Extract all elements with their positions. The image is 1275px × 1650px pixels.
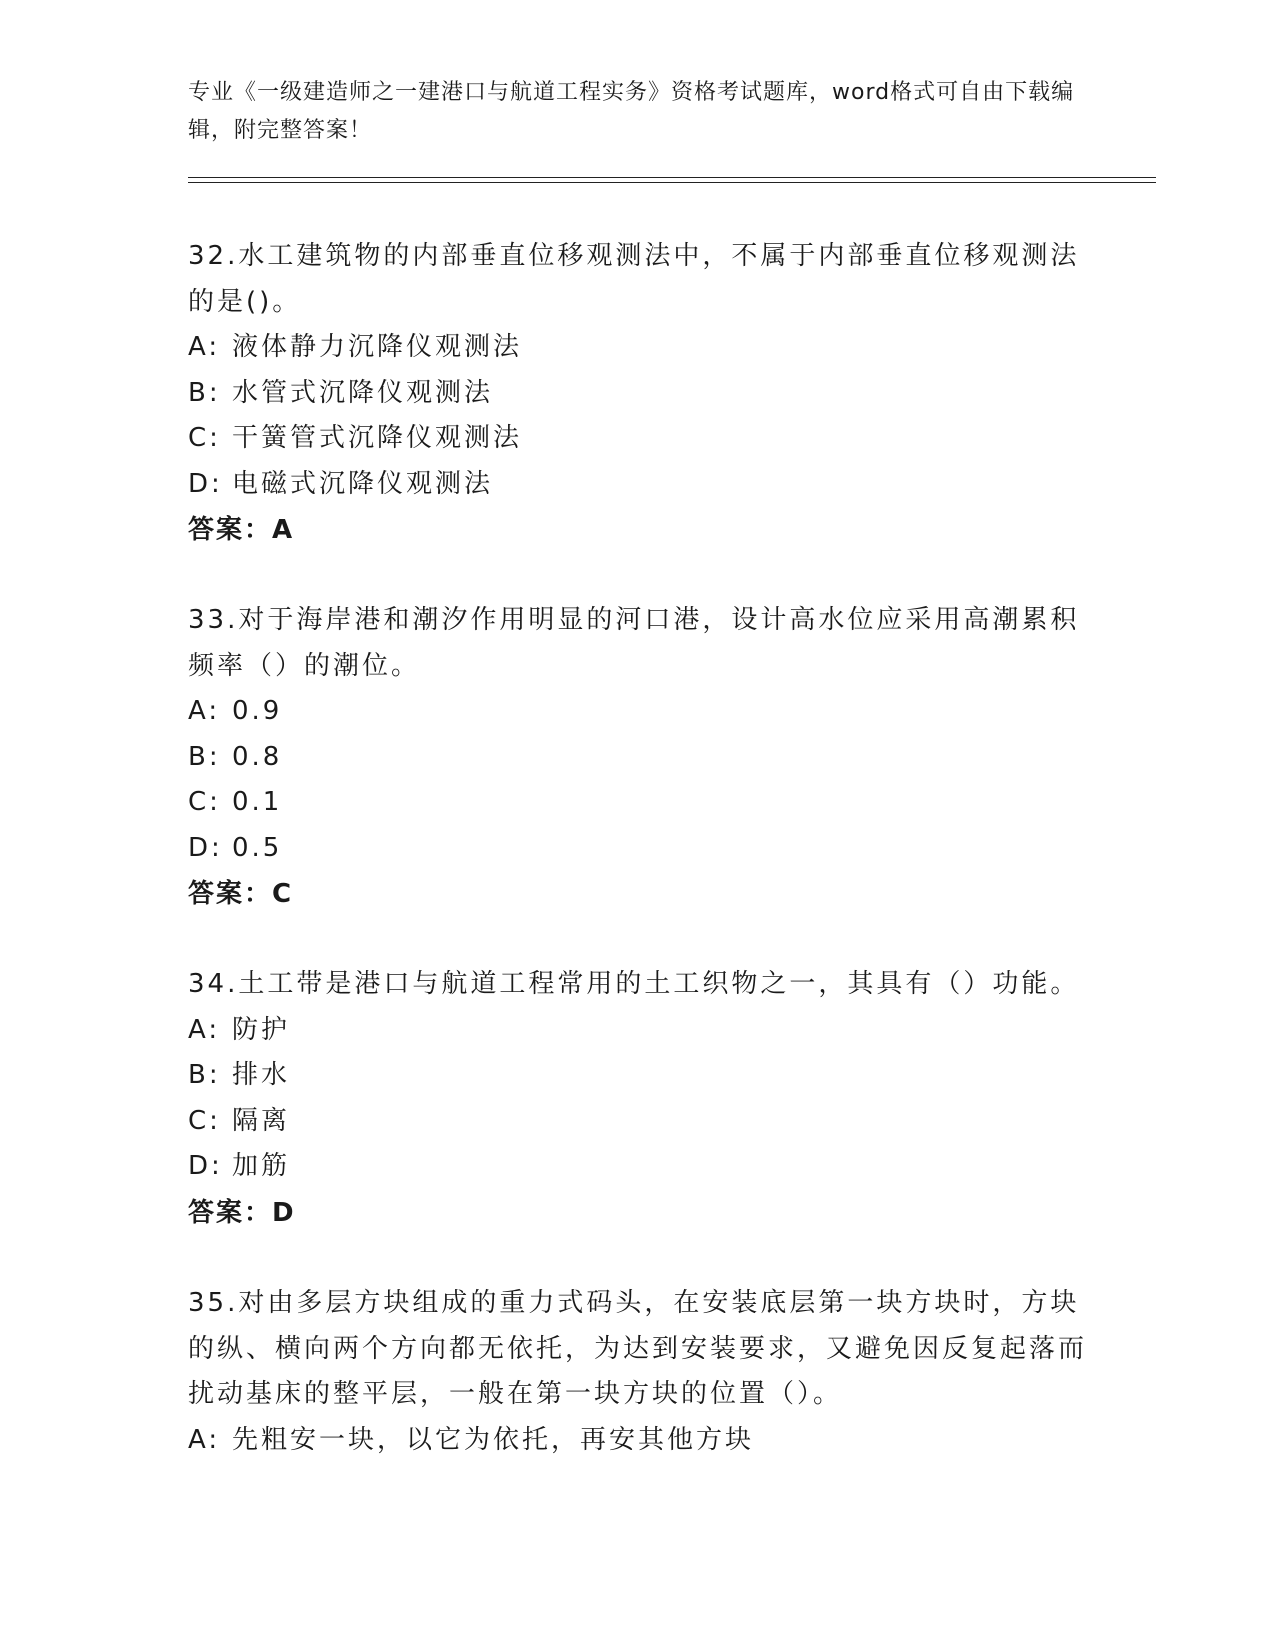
option-d [188, 826, 1088, 872]
option-text: 0.1 [232, 787, 283, 817]
answer-line: 答案：C [188, 879, 294, 909]
option-letter: B: [188, 741, 221, 772]
option-letter: D: [188, 1151, 223, 1181]
option-letter: D: [188, 832, 223, 863]
option-letter: C: [188, 787, 221, 817]
option-a [188, 1418, 1088, 1464]
option-b [188, 371, 1088, 417]
option-text: 防护 [232, 1014, 291, 1045]
header-divider-bottom [188, 182, 1156, 183]
question-stem: 35.对由多层方块组成的重力式码头，在安装底层第一块方块时，方块的纵、横向两个方向都无依托，为达到安装要求，又避免因反复起落而扰动基床的整平层，一般在第一块方块的位置（）。 [188, 1288, 1088, 1409]
option-letter: C: [188, 423, 221, 453]
option-letter: B: [188, 377, 221, 408]
option-text: 隔离 [232, 1105, 291, 1136]
option-letter: D: [188, 468, 223, 499]
option-letter: B: [188, 1060, 221, 1090]
option-text: 干簧管式沉降仪观测法 [232, 423, 523, 453]
question-stem: 34.土工带是港口与航道工程常用的土工织物之一，其具有（）功能。 [188, 969, 1080, 999]
option-text: 0.8 [232, 741, 283, 772]
option-c [188, 1099, 1088, 1145]
option-letter: A: [188, 696, 221, 726]
option-c [188, 780, 1088, 826]
option-text: 0.5 [232, 832, 283, 863]
option-d [188, 1144, 1088, 1190]
option-letter: C: [188, 1105, 221, 1136]
question-block [188, 234, 1088, 553]
option-d [188, 462, 1088, 508]
question-block [188, 598, 1088, 917]
answer-line: 答案：D [188, 1197, 296, 1228]
option-text: 液体静力沉降仪观测法 [232, 332, 523, 362]
option-letter: A: [188, 332, 221, 362]
option-letter: A: [188, 1014, 221, 1045]
header-divider-top [188, 177, 1156, 178]
option-a [188, 689, 1088, 735]
option-text: 电磁式沉降仪观测法 [232, 468, 494, 499]
option-a [188, 325, 1088, 371]
option-text: 先粗安一块，以它为依托，再安其他方块 [232, 1424, 755, 1455]
option-text: 加筋 [232, 1151, 291, 1181]
question-block [188, 962, 1088, 1236]
answer-line: 答案：A [188, 515, 295, 545]
document-header: 专业《一级建造师之一建港口与航道工程实务》资格考试题库，word格式可自由下载编辑，附完整答案！ [188, 80, 1075, 143]
question-block [188, 1281, 1088, 1463]
option-letter: A: [188, 1424, 221, 1455]
question-stem: 33.对于海岸港和潮汐作用明显的河口港，设计高水位应采用高潮累积频率（）的潮位。 [188, 605, 1080, 681]
option-b [188, 735, 1088, 781]
option-text: 排水 [232, 1060, 291, 1090]
option-a [188, 1008, 1088, 1054]
option-text: 水管式沉降仪观测法 [232, 377, 494, 408]
question-stem: 32.水工建筑物的内部垂直位移观测法中，不属于内部垂直位移观测法的是()。 [188, 241, 1080, 317]
option-c [188, 416, 1088, 462]
option-b [188, 1053, 1088, 1099]
option-text: 0.9 [232, 696, 283, 726]
